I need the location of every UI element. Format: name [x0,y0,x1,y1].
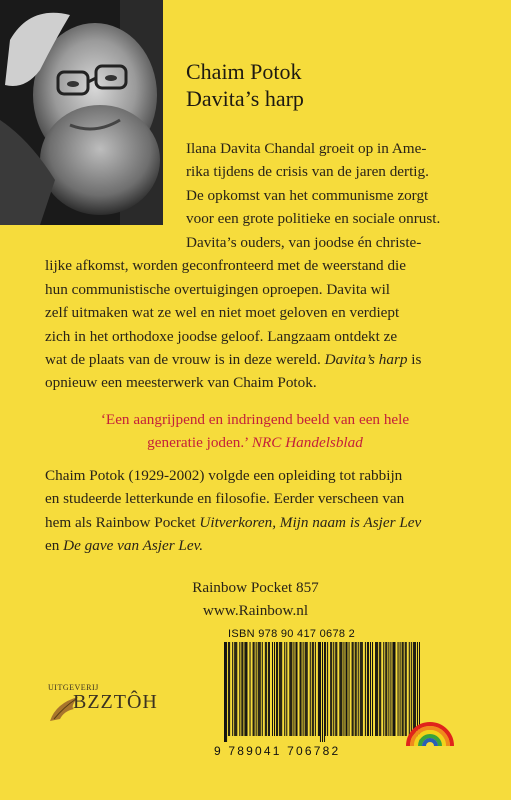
barcode-bar [347,642,348,736]
barcode-bar [341,642,342,736]
barcode-bar [324,642,325,742]
author-portrait-image [0,0,163,225]
barcode-bar [226,642,227,742]
barcode-bar [234,642,235,736]
barcode-bar [343,642,344,736]
barcode-bar [244,642,245,736]
barcode-bar [355,642,356,736]
barcode-bar [333,642,334,736]
bio-titles: Uitverkoren, Mijn naam is Asjer Lev [199,513,422,531]
barcode-bar [256,642,257,736]
barcode-bar [290,642,291,736]
barcode-bar [400,642,401,736]
barcode-bar [320,642,321,742]
author-name: Chaim Potok [186,59,302,84]
barcode-bar [291,642,292,736]
synopsis-line: zelf uitmaken wat ze wel en niet moet geloven en verdiept [45,304,400,322]
barcode-bar [319,642,320,736]
barcode-bar [229,642,230,736]
barcode-bar [279,642,280,736]
barcode-bar [310,642,311,736]
barcode-bar [262,642,263,736]
barcode-bar [281,642,282,736]
barcode-bar [306,642,307,736]
barcode-bar [253,642,254,736]
publisher-name: BZZTÔH [73,691,158,713]
barcode-bar [312,642,313,736]
barcode-bar [254,642,255,736]
quote-source: NRC Handelsblad [251,434,363,452]
barcode-bar [239,642,240,736]
synopsis-line: Davita’s ouders, van joodse én christe- [186,234,422,251]
barcode-bar [318,642,319,736]
bio-text: hem als Rainbow Pocket [45,513,200,531]
barcode-bar [224,642,225,742]
barcode-bar [356,642,357,736]
quote-line: ‘Een aangrijpend en indringend beeld van een hele [100,411,410,428]
barcode-bar [236,642,237,736]
barcode-bar [377,642,378,736]
barcode-bar [296,642,297,736]
barcode-bar [289,642,290,736]
barcode-bar [368,642,369,736]
barcode-bar [322,642,323,742]
barcode-bar [272,642,273,736]
quote-text: generatie joden.’ [147,434,252,452]
bio-line: en studeerde letterkunde en filosofie. Eerder verscheen van [45,490,405,508]
barcode-bar [327,642,328,736]
barcode-bar [250,642,251,736]
barcode-bar [276,642,277,736]
author-bio [45,464,485,558]
barcode-bar [345,642,346,736]
website-link[interactable]: www.Rainbow.nl [202,602,309,619]
barcode-bar [361,642,362,736]
bio-line [45,534,485,557]
isbn-label: ISBN 978 90 417 0678 2 [228,628,356,640]
bio-line: Chaim Potok (1929-2002) volgde een opleiding tot rabbijn [45,467,403,484]
barcode-bar [246,642,247,736]
barcode-bar [392,642,393,736]
synopsis-line: lijke afkomst, worden geconfronteerd met de weerstand die [45,257,406,275]
barcode-bar [307,642,308,736]
synopsis-line [45,348,485,371]
barcode-bar [388,642,389,736]
barcode-bar [303,642,304,736]
barcode-bar [235,642,236,736]
barcode-bar [232,642,233,736]
barcode-bar [225,642,226,742]
synopsis-line: zich in het orthodoxe joodse geloof. Langzaam ontdekt ze [45,327,398,345]
barcode-bar [383,642,384,736]
barcode-bar [386,642,387,736]
synopsis-text: is [407,351,422,369]
barcode-bar [313,642,314,736]
barcode-bar [305,642,306,736]
synopsis-intro [186,137,486,231]
barcode-bar [228,642,229,736]
barcode-bar [394,642,395,736]
bio-line [45,511,485,534]
review-quote [40,408,470,455]
barcode-bar [349,642,350,736]
barcode-bar [367,642,368,736]
barcode-bar [390,642,391,736]
author-photo [0,0,163,225]
barcode-bar [336,642,337,736]
barcode-bar [277,642,278,736]
barcode-bar [402,642,403,736]
barcode-image [224,642,420,742]
barcode-bar [362,642,363,736]
book-title-italic: Davita’s harp [324,351,408,369]
barcode-bar [266,642,267,736]
synopsis-body [45,231,485,395]
barcode-bar [295,642,296,736]
barcode-bar [372,642,373,736]
barcode-bar [365,642,366,736]
barcode-bar [393,642,394,736]
barcode-bar [260,642,261,736]
barcode-bar [330,642,331,736]
barcode-bar [268,642,269,736]
barcode-bar [379,642,380,736]
barcode-bar [241,642,242,736]
publisher-label: UITGEVERIJ [48,683,99,692]
barcode-bar [380,642,381,736]
barcode-bar [274,642,275,736]
synopsis-line: De opkomst van het communisme zorgt [186,186,429,204]
barcode-bar [300,642,301,736]
barcode-bar [360,642,361,736]
book-title: Davita’s harp [186,86,304,111]
barcode-bar [265,642,266,736]
synopsis-line: hun communistische overtuigingen oproepen. Davita wil [45,280,391,298]
barcode-bar [259,642,260,736]
barcode-bar [335,642,336,736]
rainbow-logo-icon [404,702,454,746]
barcode-bar [331,642,332,736]
bio-titles: De gave van Asjer Lev. [63,537,204,555]
bio-text: en [45,537,64,555]
barcode-bar [398,642,399,736]
barcode-bar [375,642,376,736]
barcode-bar [376,642,377,736]
barcode-bar [340,642,341,736]
title-block [186,58,304,112]
synopsis-line: Ilana Davita Chandal groeit op in Ame- [186,140,427,157]
barcode-bar [325,642,326,736]
synopsis-text: wat de plaats van de vrouw is in deze wereld. [45,351,325,369]
barcode-bar [242,642,243,736]
barcode-bar [352,642,353,736]
barcode-bar [353,642,354,736]
quote-line [40,431,470,454]
barcode-bar [370,642,371,736]
barcode-number: 9 789041 706782 [214,744,341,758]
barcode-bar [315,642,316,736]
synopsis-line: opnieuw een meesterwerk van Chaim Potok. [45,374,317,392]
barcode-bar [286,642,287,736]
barcode-bar [293,642,294,736]
barcode-bar [245,642,246,736]
barcode-bar [269,642,270,736]
barcode-bar [258,642,259,736]
synopsis-line: voor een grote politieke en sociale onrust. [186,210,441,228]
barcode-bar [284,642,285,736]
barcode-bar [280,642,281,736]
barcode-bar [301,642,302,736]
synopsis-line: rika tijdens de crisis van de jaren dertig. [186,163,429,181]
barcode-bar [339,642,340,736]
series-label: Rainbow Pocket 857 [192,579,319,596]
barcode-bar [358,642,359,736]
barcode-bar [385,642,386,736]
